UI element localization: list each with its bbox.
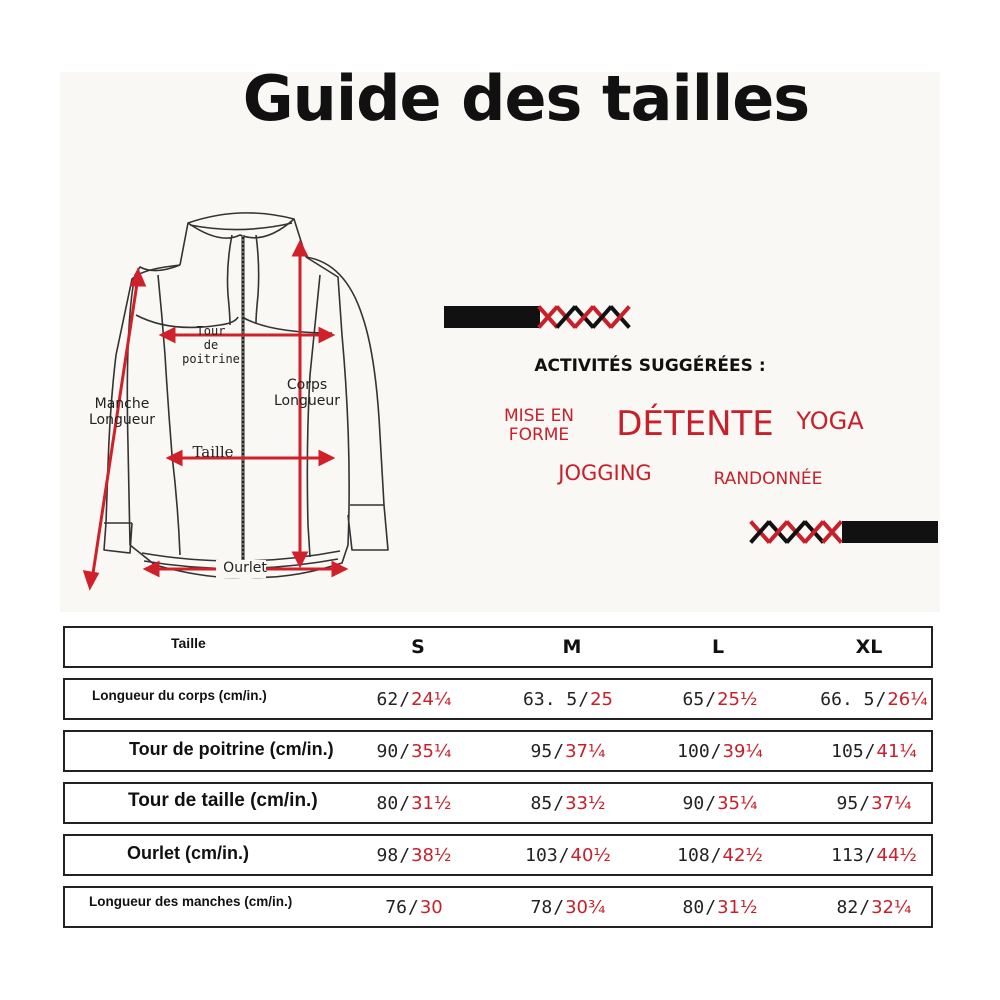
cell-in: 37¼ [871, 792, 912, 814]
table-header-row [63, 626, 933, 668]
cell-cm: 78 [530, 896, 553, 918]
row-label: Tour de taille (cm/in.) [128, 790, 318, 811]
label-corps-longueur [272, 377, 342, 409]
activities-heading: ACTIVITÉS SUGGÉRÉES : [534, 356, 766, 376]
cell-cm: 98 [376, 844, 399, 866]
header-size-m: M [562, 636, 582, 658]
decorative-bar-bottom [842, 521, 938, 543]
table-cell: 90 / 35¼ [376, 740, 452, 762]
cell-in: 35¼ [411, 740, 452, 762]
activity-mise-en-forme [494, 407, 584, 444]
table-cell: 76 / 30 [385, 896, 443, 918]
cell-in: 24¼ [411, 688, 452, 710]
activity-jogging: JOGGING [558, 461, 652, 485]
cell-in: 40½ [570, 844, 611, 866]
cell-in: 44½ [876, 844, 917, 866]
label-line: Longueur [274, 393, 340, 410]
cell-in: 41¼ [876, 740, 917, 762]
row-label: Tour de poitrine (cm/in.) [129, 738, 334, 759]
activity-line: FORME [508, 424, 570, 445]
label-line: de [203, 337, 219, 352]
table-cell: 95 / 37¼ [836, 792, 912, 814]
table-cell: 103 / 40½ [525, 844, 611, 866]
cell-in: 26¼ [887, 688, 928, 710]
header-size-xl: XL [855, 636, 883, 658]
cross-pattern-bottom [748, 519, 848, 545]
cell-in: 25 [590, 688, 613, 710]
label-line: Tour [196, 324, 226, 338]
header-size-l: L [711, 636, 725, 658]
cell-cm: 108 [677, 844, 710, 866]
label-line: Longueur [89, 412, 155, 429]
label-ourlet: Ourlet [223, 560, 267, 576]
label-taille: Taille [192, 443, 234, 461]
cell-cm: 76 [385, 896, 407, 918]
table-cell: 105 / 41¼ [831, 740, 917, 762]
table-cell: 108 / 42½ [677, 844, 763, 866]
cross-pattern-top [536, 304, 636, 330]
row-label: Ourlet (cm/in.) [127, 842, 250, 863]
cell-cm: 95 [836, 792, 859, 814]
cell-in: 38½ [411, 844, 452, 866]
cell-in: 39¼ [722, 740, 763, 762]
label-manche-longueur [84, 396, 160, 428]
table-cell: 90 / 35¼ [682, 792, 758, 814]
table-cell: 95 / 37¼ [530, 740, 606, 762]
label-line: poitrine [182, 351, 240, 366]
table-row [63, 886, 933, 928]
table-cell: 62 / 24¼ [376, 688, 452, 710]
cell-in: 30 [419, 896, 443, 918]
row-label: Longueur des manches (cm/in.) [89, 893, 293, 909]
table-row [63, 730, 933, 772]
cell-cm: 66. 5 [820, 688, 875, 710]
cell-in: 33½ [565, 792, 606, 814]
table-cell: 113 / 44½ [831, 844, 917, 866]
table-cell: 66. 5 / 26¼ [820, 688, 928, 710]
table-cell: 98 / 38½ [376, 844, 452, 866]
cell-cm: 100 [677, 740, 710, 762]
cell-cm: 105 [831, 740, 864, 762]
cell-in: 42½ [722, 844, 763, 866]
cell-cm: 82 [836, 896, 859, 918]
header-label: Taille [171, 635, 206, 651]
cell-in: 31½ [411, 792, 452, 814]
cell-cm: 90 [682, 792, 705, 814]
table-cell: 65 / 25½ [682, 688, 758, 710]
cell-cm: 62 [376, 688, 399, 710]
page-title: Guide des tailles [242, 62, 810, 135]
label-tour-de-poitrine [178, 325, 244, 366]
header-size-s: S [411, 636, 425, 658]
cell-cm: 80 [682, 896, 705, 918]
row-label: Longueur du corps (cm/in.) [92, 687, 267, 703]
cell-in: 25½ [717, 688, 758, 710]
table-row [63, 782, 933, 824]
table-cell: 80 / 31½ [682, 896, 758, 918]
table-row [63, 834, 933, 876]
table-cell: 63. 5 / 25 [523, 688, 613, 710]
label-line: Manche [94, 396, 150, 412]
cell-in: 35¼ [717, 792, 758, 814]
table-row [63, 678, 933, 720]
activity-yoga: YOGA [796, 407, 864, 435]
table-cell: 100 / 39¼ [677, 740, 763, 762]
cell-cm: 95 [530, 740, 553, 762]
cell-in: 37¼ [565, 740, 606, 762]
cell-in: 31½ [717, 896, 758, 918]
cell-in: 30¾ [565, 896, 606, 918]
label-line: Corps [286, 377, 328, 393]
cell-cm: 65 [682, 688, 705, 710]
table-cell: 82 / 32¼ [836, 896, 912, 918]
cell-in: 32¼ [871, 896, 912, 918]
cell-cm: 113 [831, 844, 864, 866]
activity-line: MISE EN [503, 406, 575, 426]
cell-cm: 103 [525, 844, 558, 866]
cell-cm: 80 [376, 792, 399, 814]
activity-randonnee: RANDONNÉE [713, 469, 823, 489]
table-cell: 78 / 30¾ [530, 896, 606, 918]
activity-detente: DÉTENTE [616, 404, 774, 444]
cell-cm: 90 [376, 740, 399, 762]
table-cell: 85 / 33½ [530, 792, 606, 814]
decorative-bar-top [444, 306, 540, 328]
cell-cm: 85 [530, 792, 553, 814]
cell-cm: 63. 5 [523, 688, 578, 710]
table-cell: 80 / 31½ [376, 792, 452, 814]
